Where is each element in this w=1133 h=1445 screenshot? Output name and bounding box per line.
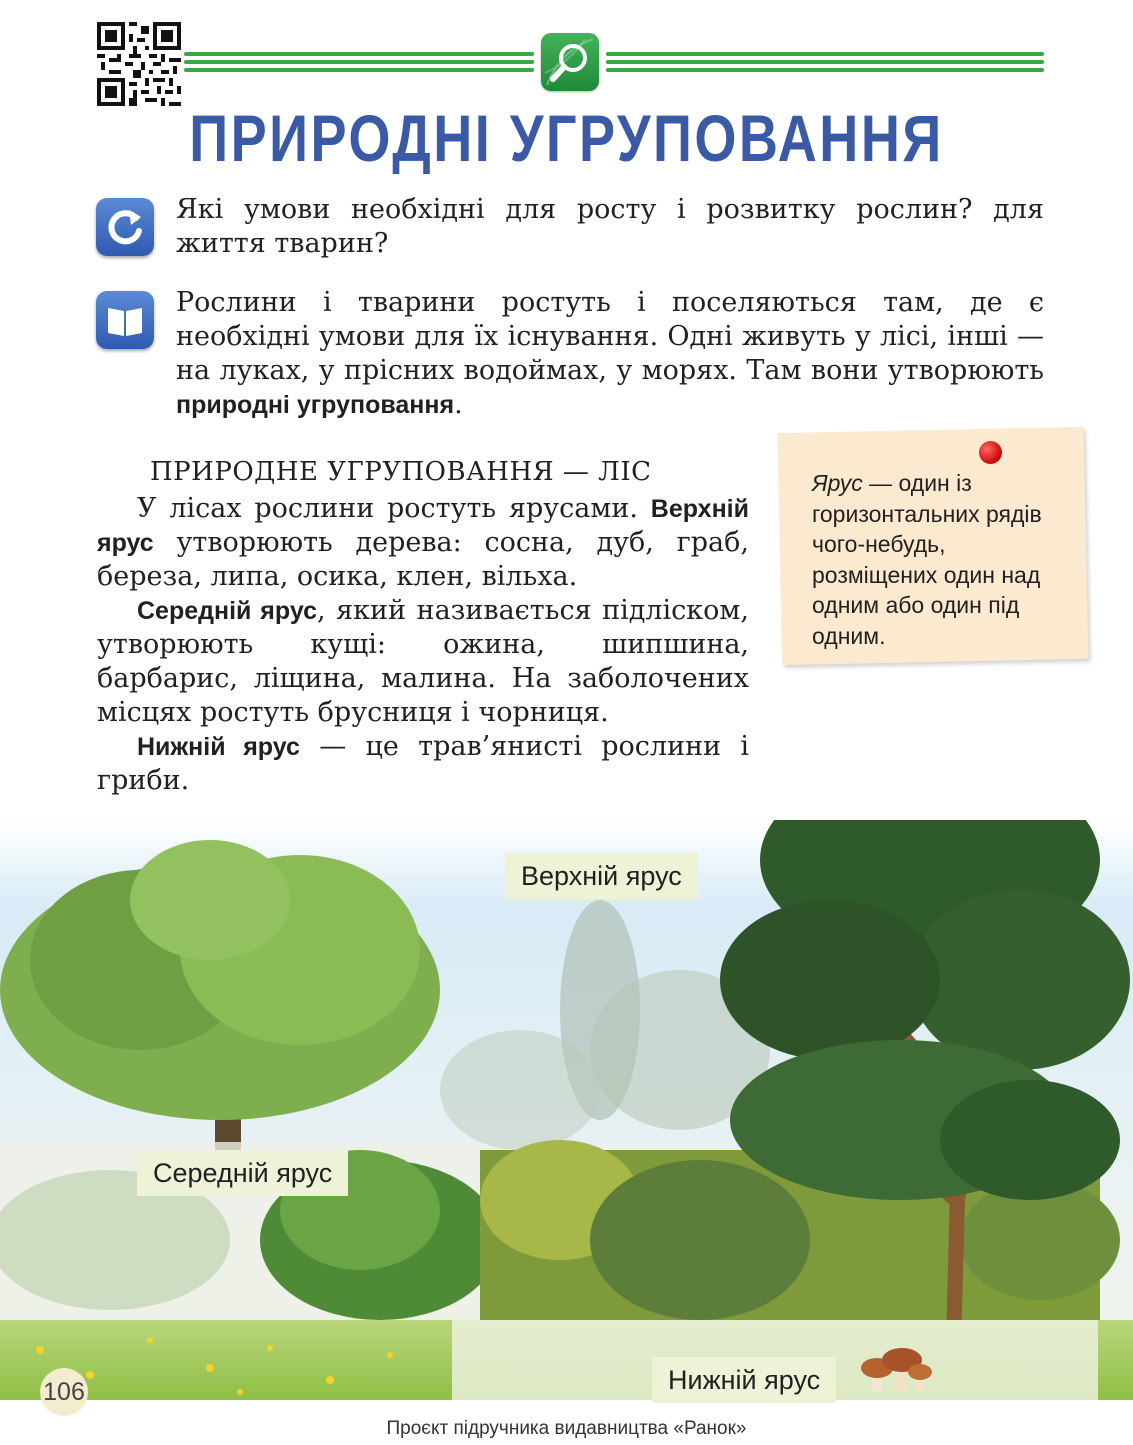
term-upper-layer: Верхній ярус [97,495,749,557]
paragraph-lower-layer: Нижній ярус — це трав’янисті рослини і гриби. [97,731,749,796]
paragraph-upper-layer: У лісах рослини ростуть ярусами. Верхній ярус утворюють дерева: сосна, дуб, граб, береза, липа, осика, клен, вільха. [97,493,749,592]
open-book-icon [96,291,154,349]
label-upper-layer: Верхній ярус [505,853,698,899]
term-middle-layer: Середній ярус [137,597,318,625]
header-rule-left [184,52,534,72]
publisher-footer: Проєкт підручника видавництва «Ранок» [386,1418,747,1439]
review-question: Які умови необхідні для росту і розвитку рослин? для життя тварин? [176,194,1044,259]
page-title: ПРИРОДНІ УГРУПОВАННЯ [189,101,944,175]
header-rule-right [606,52,1044,72]
section-heading: ПРИРОДНЕ УГРУПОВАННЯ — ЛІС [150,457,652,487]
label-middle-layer: Середній ярус [137,1150,348,1196]
label-lower-layer: Нижній ярус [652,1357,836,1403]
definition-text: Ярус — один із горизонтальних рядів чого-небудь, розміщених один над одним або один під одним. [812,470,1042,649]
term-natural-communities: природні угруповання [176,391,455,419]
page-number: 106 [40,1368,88,1416]
magnifier-leaf-icon [541,33,599,91]
repeat-arrow-icon [96,198,154,256]
definition-term: Ярус [812,470,863,496]
qr-code-icon [97,22,181,106]
forest-layers-illustration [0,820,1133,1400]
term-lower-layer: Нижній ярус [137,733,300,761]
pushpin-icon [979,441,1002,464]
paragraph-middle-layer: Середній ярус, який називається підліском, утворюють кущі: ожина, шипшина, барбарис, ліщина, малина. На заболочених місцях ростуть брусниця і чорниця. [97,595,750,728]
intro-paragraph: Рослини і тварини ростуть і поселяються там, де є необхідні умови для їх існування. Одні живуть у лісі, інші — на луках, у прісних водоймах, у морях. Там вони утворюють природні угруповання. [176,287,1044,420]
